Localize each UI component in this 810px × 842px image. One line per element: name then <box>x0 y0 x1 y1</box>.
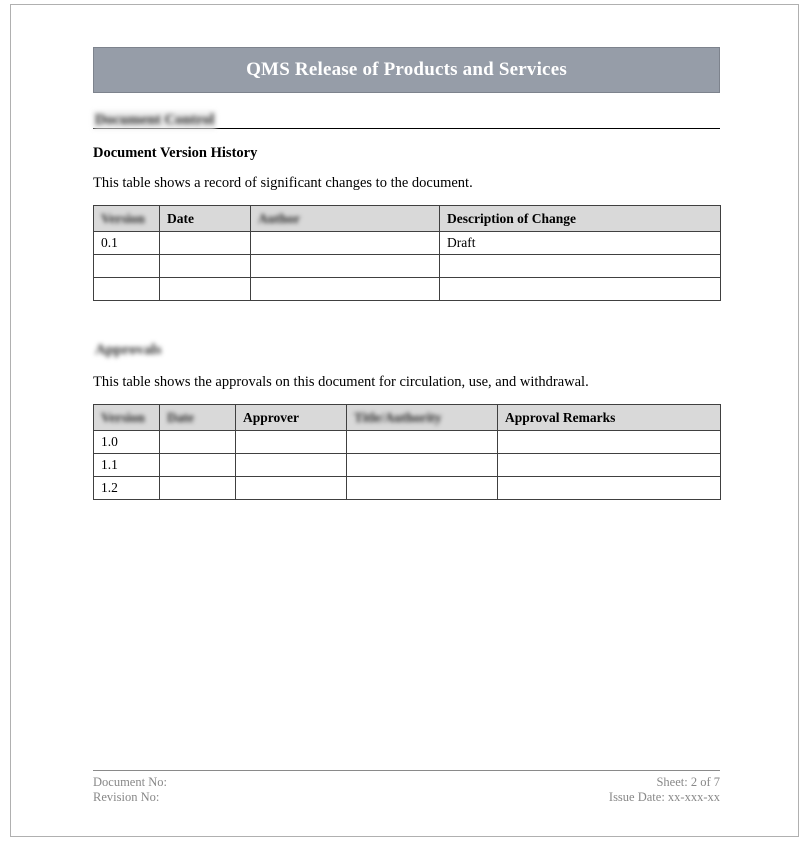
cell-version[interactable] <box>94 278 160 301</box>
cell-author[interactable] <box>251 232 440 255</box>
column-header-date: Date <box>160 206 251 232</box>
cell-date[interactable] <box>160 477 236 500</box>
document-title: QMS Release of Products and Services <box>246 59 567 80</box>
table-header-row <box>94 405 721 431</box>
column-header-date-label: Date <box>167 409 194 425</box>
cell-date[interactable] <box>160 232 251 255</box>
cell-remarks[interactable] <box>498 477 721 500</box>
cell-title-authority[interactable] <box>347 431 498 454</box>
column-header-version <box>94 206 160 232</box>
cell-date[interactable] <box>160 278 251 301</box>
table-row <box>94 454 721 477</box>
column-header-title-authority-label: Title/Authority <box>354 409 442 425</box>
table-row <box>94 232 721 255</box>
cell-description[interactable] <box>440 278 721 301</box>
document-title-banner <box>93 47 720 93</box>
cell-remarks[interactable] <box>498 431 721 454</box>
column-header-date <box>160 405 236 431</box>
approvals-section-header <box>93 341 720 361</box>
column-header-approval-remarks: Approval Remarks <box>498 405 721 431</box>
document-body <box>93 47 720 500</box>
section-heading-approvals: Approvals <box>95 342 162 358</box>
cell-date[interactable] <box>160 454 236 477</box>
footer-divider-rule <box>93 770 720 771</box>
cell-title-authority[interactable] <box>347 477 498 500</box>
cell-version[interactable] <box>94 255 160 278</box>
cell-description[interactable]: Draft <box>440 232 721 255</box>
cell-version[interactable]: 1.0 <box>94 431 160 454</box>
cell-approver[interactable] <box>236 477 347 500</box>
cell-approver[interactable] <box>236 454 347 477</box>
approvals-table <box>93 404 721 500</box>
cell-approver[interactable] <box>236 431 347 454</box>
column-header-version-label: Version <box>101 409 145 425</box>
cell-description[interactable] <box>440 255 721 278</box>
page-footer <box>93 770 720 804</box>
table-row <box>94 431 721 454</box>
column-header-author-label: Author <box>258 210 301 226</box>
table-row <box>94 477 721 500</box>
column-header-version <box>94 405 160 431</box>
document-control-section-header <box>93 111 720 131</box>
sub-heading-document-version-history: Document Version History <box>93 145 258 161</box>
footer-sheet-number: Sheet: 2 of 7 <box>656 775 720 789</box>
column-header-approver: Approver <box>236 405 347 431</box>
cell-date[interactable] <box>160 431 236 454</box>
cell-title-authority[interactable] <box>347 454 498 477</box>
footer-right-block <box>609 775 720 804</box>
document-page <box>10 4 799 837</box>
footer-left-block <box>93 775 167 804</box>
column-header-author <box>251 206 440 232</box>
footer-document-no: Document No: <box>93 775 167 789</box>
table-row <box>94 255 721 278</box>
cell-version[interactable]: 1.1 <box>94 454 160 477</box>
column-header-description-of-change: Description of Change <box>440 206 721 232</box>
cell-version[interactable]: 0.1 <box>94 232 160 255</box>
table-header-row <box>94 206 721 232</box>
footer-issue-date: Issue Date: xx-xxx-xx <box>608 789 720 804</box>
cell-author[interactable] <box>251 255 440 278</box>
table-row <box>94 278 721 301</box>
footer-revision-no: Revision No: <box>93 789 160 804</box>
cell-author[interactable] <box>251 278 440 301</box>
version-history-intro-text: This table shows a record of significant changes to the document. <box>93 175 473 191</box>
cell-date[interactable] <box>160 255 251 278</box>
cell-version[interactable]: 1.2 <box>94 477 160 500</box>
column-header-version-label: Version <box>101 210 145 226</box>
column-header-title-authority <box>347 405 498 431</box>
cell-remarks[interactable] <box>498 454 721 477</box>
section-heading-document-control: Document Control <box>95 112 215 128</box>
version-history-table <box>93 205 721 301</box>
approvals-intro-text: This table shows the approvals on this document for circulation, use, and withdrawal. <box>93 374 589 390</box>
